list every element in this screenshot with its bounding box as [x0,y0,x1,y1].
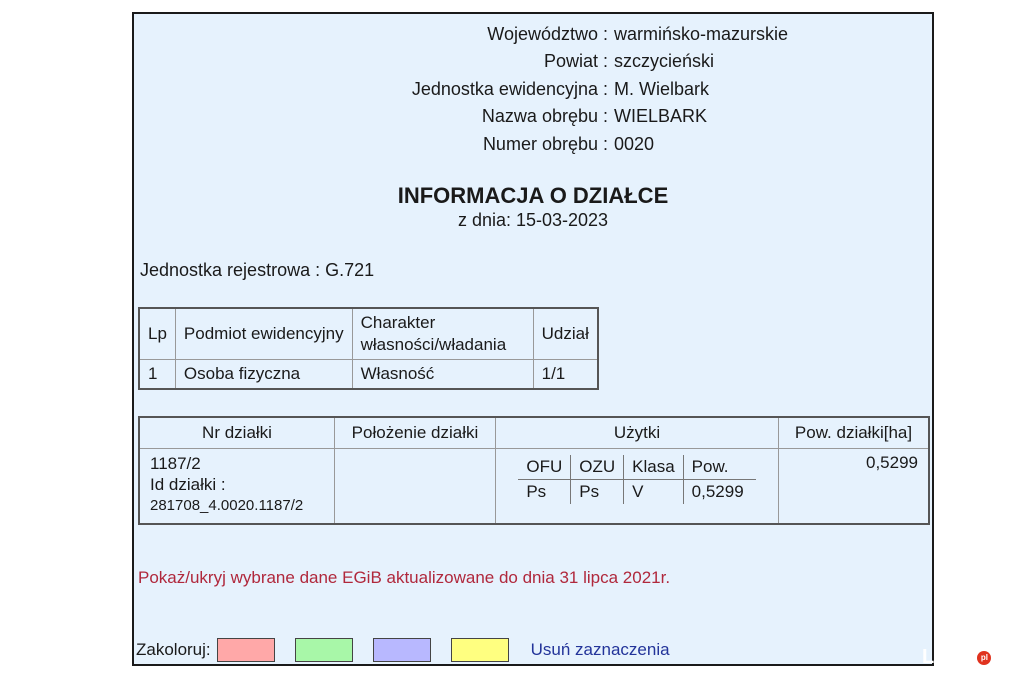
egib-toggle-link[interactable]: Pokaż/ukryj wybrane dane EGiB aktualizowane do dnia 31 lipca 2021r. [138,568,671,587]
colorize-label: Zakoloruj: [136,640,211,659]
colorize-toolbar [136,636,670,664]
header-row-powiat [134,49,932,73]
parcel-polozenie [335,449,496,525]
page-title: INFORMACJA O DZIAŁCE [397,183,669,208]
owner-charakter: Własność [352,360,533,390]
header-cell-ozu: OZU [571,455,624,480]
table-header-row [518,455,755,480]
owner-podmiot: Osoba fizyczna [175,360,352,390]
header-label: Numer obrębu : [482,134,608,154]
header-cell-nr-dzialki: Nr działki [139,417,335,449]
parcel-id-label: Id działki : [150,475,226,494]
parcel-nr-cell [139,449,335,525]
table-header-row [139,308,598,360]
header-value: 0020 [614,134,655,154]
color-swatch-yellow[interactable] [451,638,509,662]
report-date: z dnia: 15-03-2023 [457,210,609,230]
owner-udzial: 1/1 [533,360,598,390]
uzytki-table [518,455,755,504]
header-cell-polozenie: Położenie działki [335,417,496,449]
table-row [139,360,598,390]
header-cell-pow: Pow. działki[ha] [779,417,930,449]
header-row-nazwa-obrebu [134,104,932,128]
header-cell-klasa: Klasa [624,455,684,480]
parcel-id-value: 281708_4.0020.1187/2 [150,497,304,514]
uzytek-klasa: V [624,480,684,505]
parcel-pow: 0,5299 [779,449,930,525]
table-row [518,480,755,505]
owner-lp: 1 [139,360,175,390]
parcel-nr: 1187/2 [150,454,201,473]
lento-watermark [922,646,991,669]
watermark-text: Lento [922,646,977,668]
uzytek-ozu: Ps [571,480,624,505]
uzytek-ofu: Ps [526,482,547,501]
owners-table [138,307,599,390]
jednostka-rejestrowa: Jednostka rejestrowa : G.721 [140,260,375,280]
header-cell-pow: Pow. [683,455,756,480]
header-value: WIELBARK [614,106,708,126]
header-row-numer-obrebu [134,132,932,156]
watermark-badge: pl [977,651,991,665]
header-cell-podmiot: Podmiot ewidencyjny [175,308,352,360]
color-swatch-blue[interactable] [373,638,431,662]
clear-selection-link[interactable]: Usuń zaznaczenia [530,640,670,659]
header-row-wojewodztwo [134,22,932,46]
header-label: Jednostka ewidencyjna : [411,79,608,99]
header-cell-charakter: Charakter własności/władania [352,308,533,360]
header-cell-lp: Lp [139,308,175,360]
table-row [139,449,929,525]
header-row-jednostka-ewidencyjna [134,77,932,101]
table-header-row [139,417,929,449]
header-value: szczycieński [614,51,715,71]
header-label: Powiat : [543,51,608,71]
parcel-uzytki-cell [496,449,779,525]
header-cell-ofu: OFU [518,455,570,480]
header-value: M. Wielbark [614,79,710,99]
header-label: Województwo : [487,24,608,44]
color-swatch-green[interactable] [295,638,353,662]
header-label: Nazwa obrębu : [481,106,608,126]
parcel-info-panel [132,12,934,666]
header-cell-uzytki: Użytki [496,417,779,449]
parcels-table [138,416,930,525]
header-cell-udzial: Udział [533,308,598,360]
color-swatch-red[interactable] [217,638,275,662]
header-value: warmińsko-mazurskie [614,24,789,44]
uzytek-pow: 0,5299 [683,480,756,505]
